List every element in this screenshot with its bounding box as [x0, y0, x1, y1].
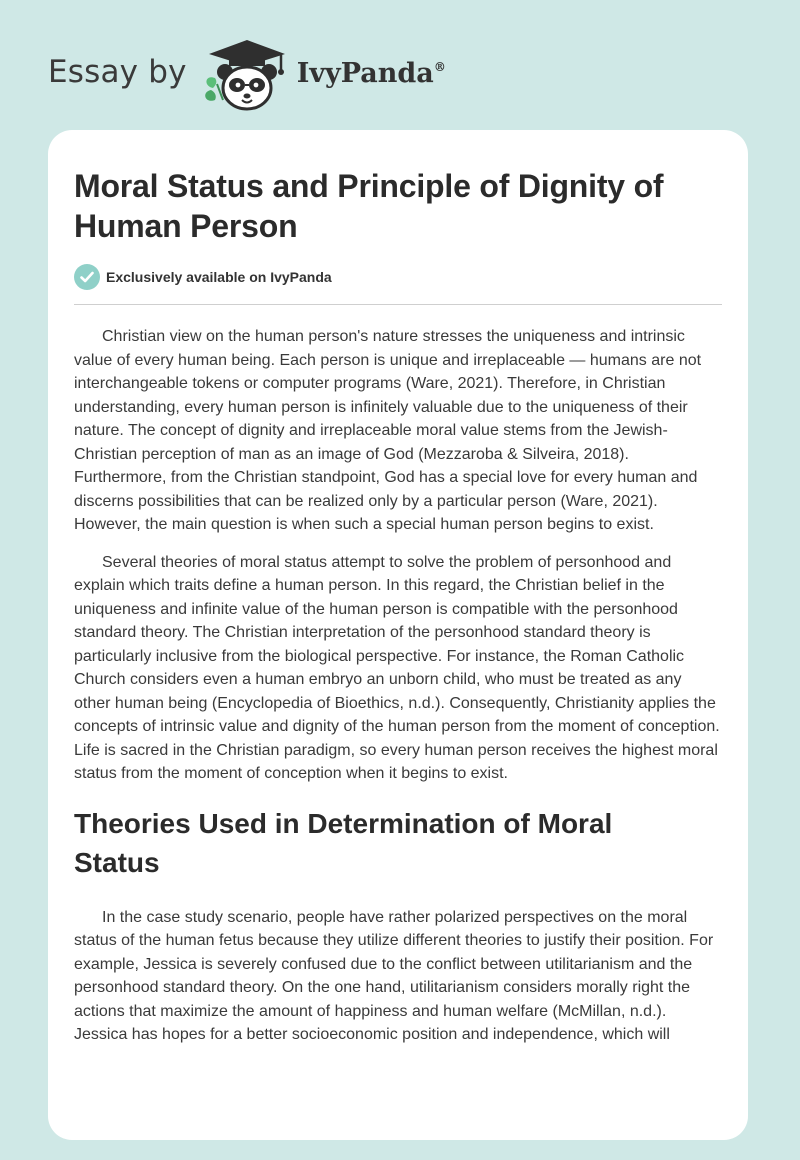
paragraph: Several theories of moral status attempt to solve the problem of personhood and explain which traits define a human person. In this regard, the Christian belief in the uniqueness and infinite value of the human person is compatible with the personhood standard theory. The Christian interpretation of the personhood standard theory is particularly inclusive from the biological perspective. For instance, the Roman Catholic Church considers even a human embryo an unborn child, who must be treated as any other human being (Encyclopedia of Bioethics, n.d.). Consequently, Christianity applies the concepts of intrinsic value and dignity of the human person from the moment of conception. Life is sacred in the Christian paradigm, so every human person receives the highest moral status from the moment of conception when it begins to exist. [74, 553, 720, 782]
panda-graduate-icon[interactable] [201, 34, 293, 114]
paragraph: Christian view on the human person's nature stresses the uniqueness and intrinsic value of every human being. Each person is unique and irreplaceable — humans are not interchangeable tokens or computer programs (Ware, 2021). Therefore, in Christian understanding, every human person is infinitely valuable due to the uniqueness of their nature. The concept of dignity and irreplaceable moral value stems from the Jewish-Christian perception of man as an image of God (Mezzaroba & Silveira, 2018). Furthermore, from the Christian standpoint, God has a special love for every human and discerns possibilities that can be realized only by a particular person (Ware, 2021). However, the main question is when such a special human person begins to exist. [74, 328, 702, 533]
brand-prefix: Essay by [48, 54, 187, 90]
badge-label: Exclusively available on IvyPanda [106, 269, 332, 285]
exclusive-badge [74, 262, 722, 292]
page-title: Moral Status and Principle of Dignity of Human Person [74, 168, 664, 244]
paragraph: In the case study scenario, people have rather polarized perspectives on the moral status of the human fetus because they utilize different theories to justify their position. For example, Jessica is severely confused due to the conflict between utilitarianism and the personhood standard theory. On the one hand, utilitarianism considers morally right the actions that maximize the amount of happiness and human welfare (McMillan, n.d.). Jessica has hopes for a better socioeconomic position and independence, which will [74, 908, 714, 1043]
article-card [48, 130, 748, 1140]
trademark-symbol: ® [433, 59, 446, 74]
article-body [74, 325, 722, 1047]
brand-name[interactable]: IvyPanda® [296, 57, 446, 89]
site-header [48, 34, 446, 114]
section-heading: Theories Used in Determination of Moral Status [74, 807, 613, 878]
divider [74, 304, 722, 305]
checkmark-icon [74, 264, 100, 290]
